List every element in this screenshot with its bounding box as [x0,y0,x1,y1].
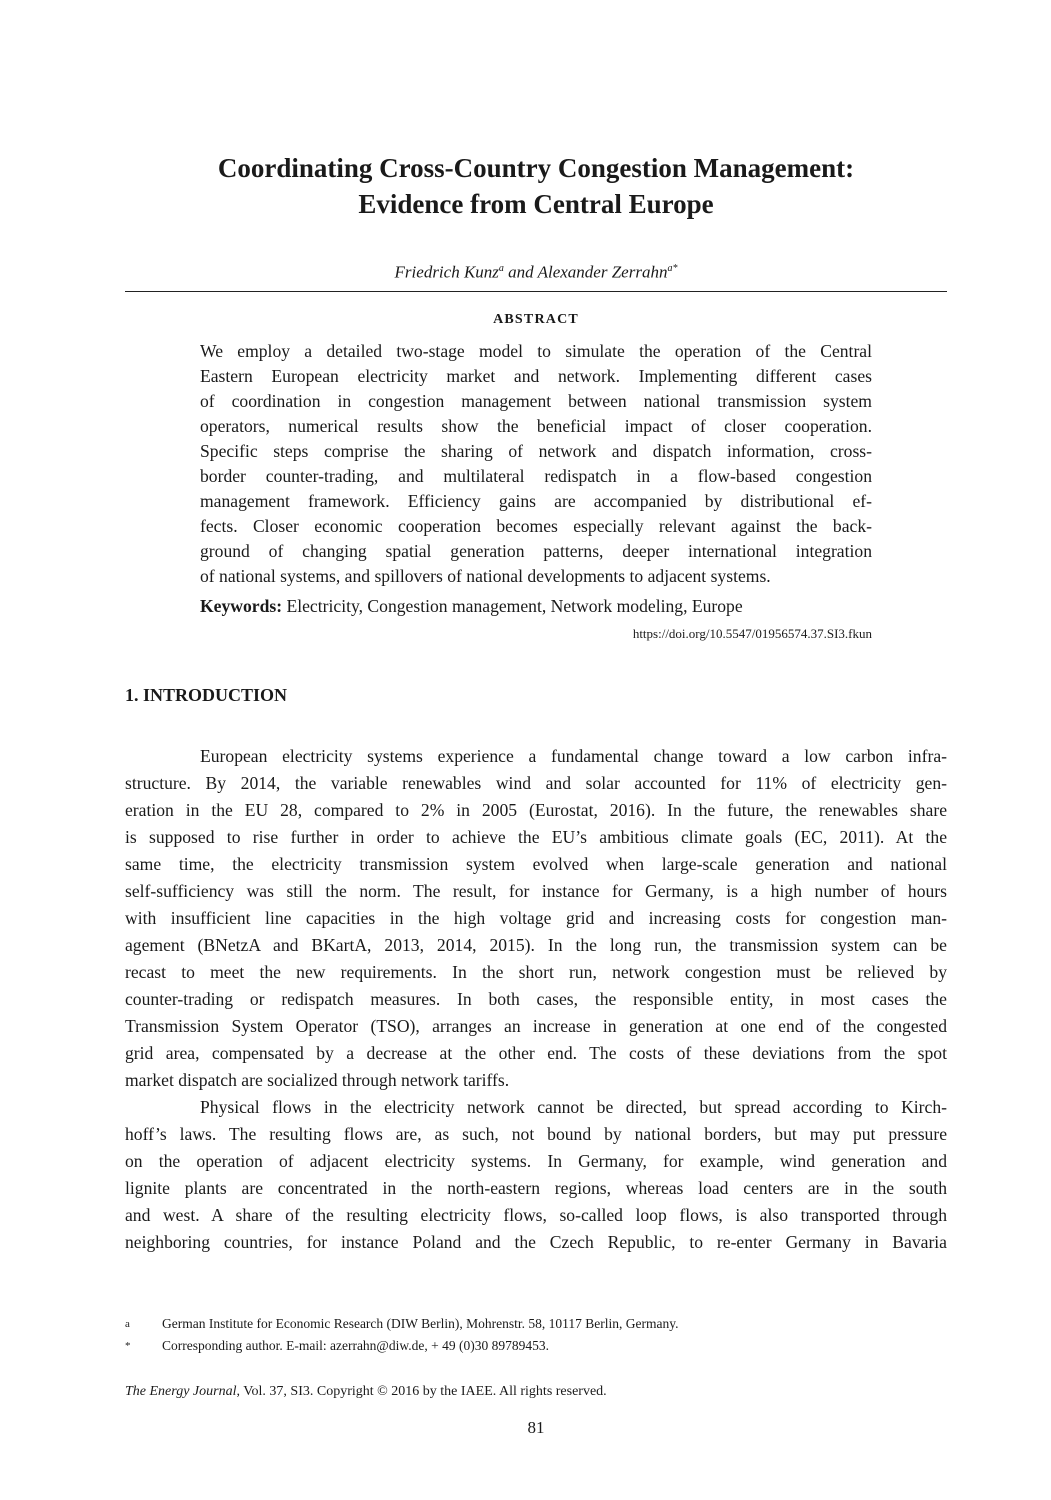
body-line: structure. By 2014, the variable renewables wind and solar accounted for 11% of electricity gen- [125,773,947,793]
author-name: Alexander Zerrahn [537,262,668,282]
footnote [125,1335,947,1357]
footnote-text: Corresponding author. E-mail: azerrahn@diw.de, + 49 (0)30 89789453. [162,1338,549,1353]
keywords-text: Electricity, Congestion management, Network modeling, Europe [282,596,743,616]
section-heading: 1. INTRODUCTION [125,685,288,705]
abstract-line: of national systems, and spillovers of national developments to adjacent systems. [200,566,771,586]
body-text [125,743,947,1256]
affiliation-mark: a* [667,263,678,274]
abstract-line: Eastern European electricity market and network. Implementing different cases [200,366,872,386]
body-line: is supposed to rise further in order to achieve the EU’s ambitious climate goals (EC, 2011). At the [125,827,947,847]
author-list [125,258,947,284]
paper-title [125,150,947,222]
doi-link[interactable]: https://doi.org/10.5547/01956574.37.SI3.fkun [632,626,872,641]
footnote-mark: a [125,1318,130,1330]
journal-citation [125,1382,607,1402]
body-line: agement (BNetzA and BKartA, 2013, 2014, 2015). In the long run, the transmission system can be [125,935,947,955]
body-line: hoff’s laws. The resulting flows are, as such, not bound by national borders, but may put pressure [125,1124,947,1144]
abstract-line: operators, numerical results show the beneficial impact of closer cooperation. [200,416,872,436]
affiliation-mark: a [498,263,504,274]
author-connector: and [503,262,538,282]
body-line: same time, the electricity transmission system evolved when large-scale generation and national [125,854,947,874]
body-line: market dispatch are socialized through network tariffs. [125,1070,510,1090]
abstract-line: ground of changing spatial generation patterns, deeper international integration [200,541,872,561]
title-line-1: Coordinating Cross-Country Congestion Management: [217,153,855,183]
journal-name: The Energy Journal [125,1384,237,1399]
body-line: on the operation of adjacent electricity systems. In Germany, for example, wind generation and [125,1151,947,1171]
body-line: recast to meet the new requirements. In the short run, network congestion must be relieved by [125,962,947,982]
page-number: 81 [527,1418,545,1437]
author-name: Friedrich Kunz [394,262,499,282]
abstract-line: fects. Closer economic cooperation becomes especially relevant against the back- [200,516,872,536]
abstract-line: of coordination in congestion management between national transmission system [200,391,872,411]
body-line: lignite plants are concentrated in the north-eastern regions, whereas load centers are in the south [125,1178,947,1198]
journal-details: , Vol. 37, SI3. Copyright © 2016 by the IAEE. All rights reserved. [236,1384,607,1399]
body-line: with insufficient line capacities in the high voltage grid and increasing costs for congestion man- [125,908,947,928]
abstract-heading: ABSTRACT [493,312,579,327]
body-line: neighboring countries, for instance Poland and the Czech Republic, to re-enter Germany in Bavaria [125,1232,947,1252]
footnote [125,1313,947,1335]
body-line: grid area, compensated by a decrease at the other end. The costs of these deviations from the spot [125,1043,947,1063]
footnote-text: German Institute for Economic Research (DIW Berlin), Mohrenstr. 58, 10117 Berlin, Germany. [162,1316,679,1331]
abstract-line: We employ a detailed two-stage model to simulate the operation of the Central [200,341,872,361]
abstract-line: management framework. Efficiency gains are accompanied by distributional ef- [200,491,872,511]
footnote-mark: * [125,1340,131,1352]
body-line: Physical flows in the electricity network cannot be directed, but spread according to Kirch- [200,1097,947,1117]
keywords [200,594,872,619]
abstract-line: Specific steps comprise the sharing of network and dispatch information, cross- [200,441,872,461]
header-rule [125,291,947,292]
body-line: and west. A share of the resulting electricity flows, so-called loop flows, is also transported through [125,1205,947,1225]
title-line-2: Evidence from Central Europe [358,189,714,219]
body-line: counter-trading or redispatch measures. In both cases, the responsible entity, in most cases the [125,989,947,1009]
body-line: Transmission System Operator (TSO), arranges an increase in generation at one end of the congested [125,1016,947,1036]
body-line: European electricity systems experience a fundamental change toward a low carbon infra- [200,746,947,766]
abstract-body [200,339,872,589]
footnotes [125,1313,947,1357]
body-line: self-sufficiency was still the norm. The result, for instance for Germany, is a high number of hours [125,881,947,901]
abstract-line: border counter-trading, and multilateral redispatch in a flow-based congestion [200,466,872,486]
body-line: eration in the EU 28, compared to 2% in 2005 (Eurostat, 2016). In the future, the renewables share [125,800,947,820]
keywords-label: Keywords: [200,596,283,616]
